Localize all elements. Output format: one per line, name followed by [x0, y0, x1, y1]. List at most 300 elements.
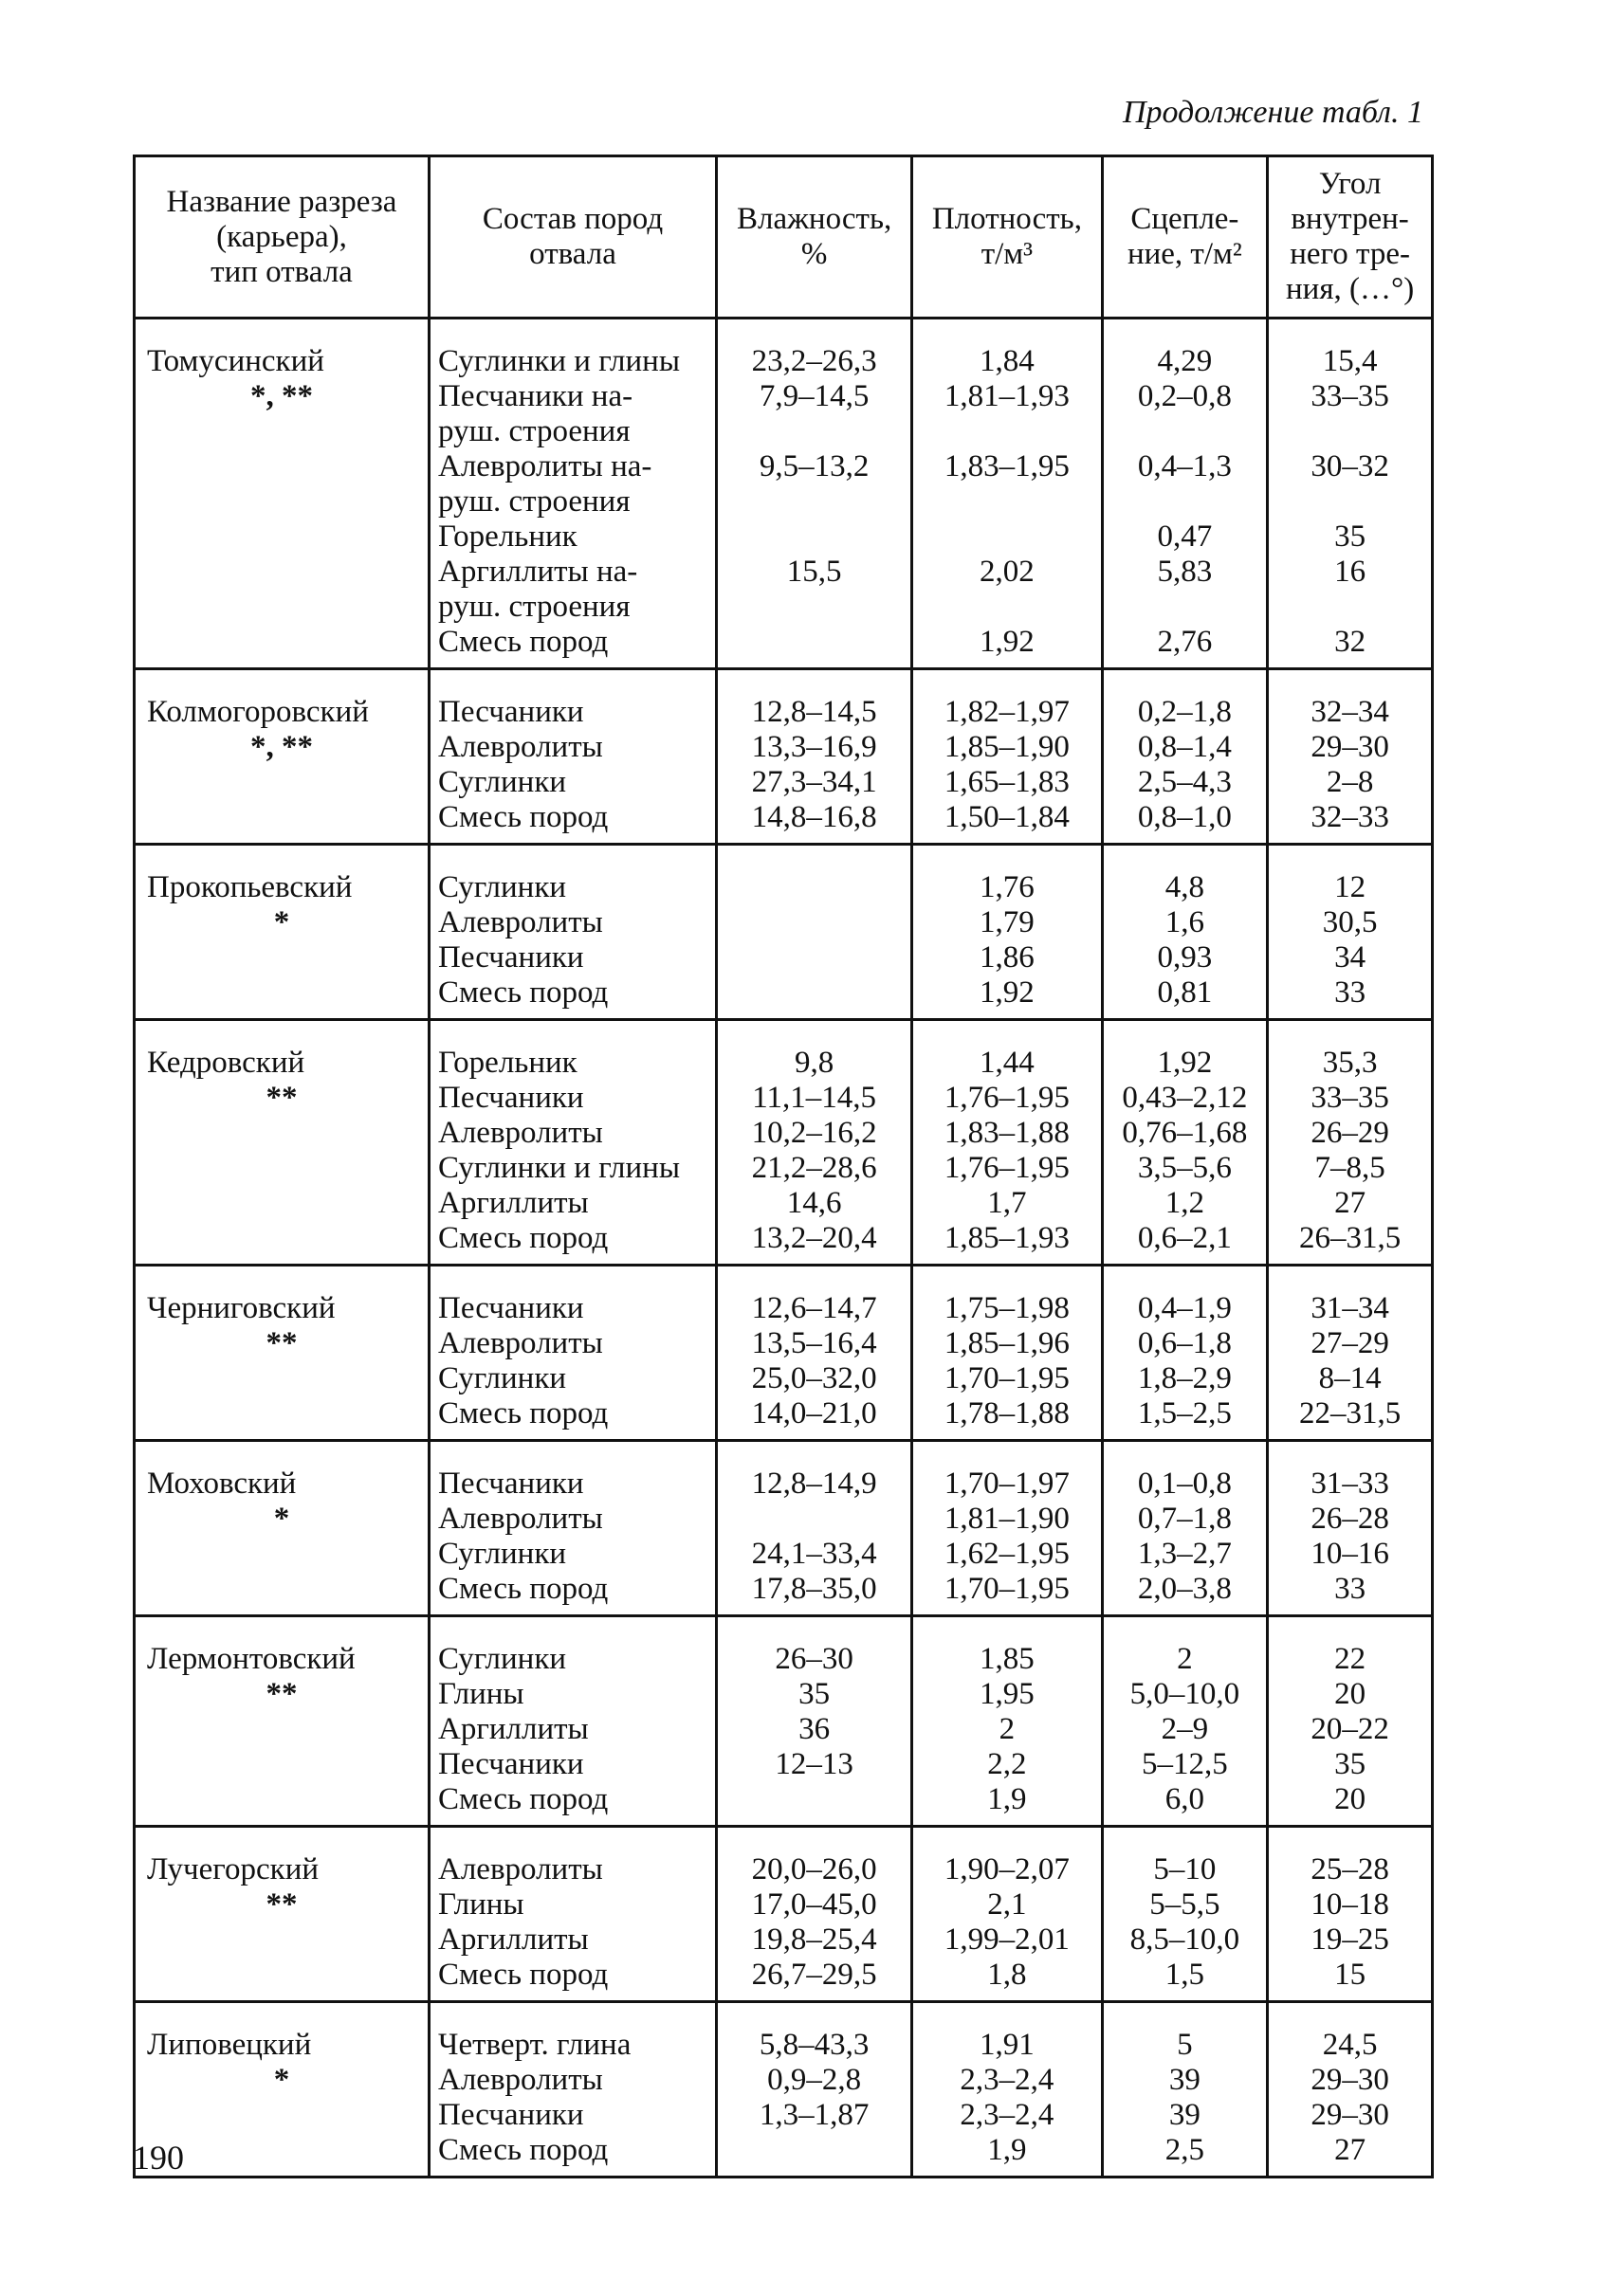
- cell-value: 1,85–1,93: [944, 1221, 1070, 1255]
- cell-value: 26,7–29,5: [751, 1958, 877, 1992]
- cell-value: 33–35: [1311, 1081, 1389, 1115]
- cell-value: Глины: [438, 1677, 524, 1711]
- cell-value: 0,93: [1157, 940, 1213, 975]
- density-cell: [912, 2002, 1102, 2178]
- cell-value: 2: [1177, 1642, 1193, 1676]
- cell-value: [1276, 414, 1423, 449]
- cell-value: 2,5: [1164, 2133, 1205, 2167]
- cell-value: 34: [1334, 940, 1366, 975]
- cell-value: Смесь пород: [438, 975, 609, 1010]
- cell-value: 2,3–2,4: [960, 2098, 1054, 2132]
- cell-value: Суглинки: [438, 870, 567, 904]
- cell-value: 0,4–1,3: [1137, 449, 1232, 483]
- quarry-name: Черниговский: [147, 1291, 336, 1325]
- header-line: (карьера),: [216, 219, 347, 254]
- cell-value: 0,43–2,12: [1122, 1081, 1248, 1115]
- cell-value: 25,0–32,0: [751, 1361, 877, 1395]
- cell-value: 8,5–10,0: [1129, 1922, 1240, 1957]
- cell-value: Смесь пород: [438, 1782, 609, 1816]
- cell-value: 5–5,5: [1149, 1887, 1220, 1922]
- dump-type-mark: *: [273, 905, 290, 939]
- cell-value: 1,81–1,93: [944, 379, 1070, 413]
- density-cell: [912, 1020, 1102, 1266]
- table-row: [135, 1266, 1433, 1441]
- cell-value: 4,29: [1157, 344, 1213, 378]
- cell-value: Аргиллиты на-: [438, 555, 638, 589]
- cell-value: 12,6–14,7: [751, 1291, 877, 1325]
- dump-type-mark: **: [266, 1326, 298, 1360]
- cell-value: 35: [1334, 1747, 1366, 1781]
- quarry-name: Лучегорский: [147, 1852, 320, 1886]
- density-cell: [912, 1827, 1102, 2002]
- cell-value: 23,2–26,3: [751, 344, 877, 378]
- composition-cell: [430, 1827, 717, 2002]
- cell-value: 29–30: [1311, 730, 1389, 764]
- cell-value: [1276, 484, 1423, 519]
- cell-value: 5,0–10,0: [1129, 1677, 1240, 1711]
- cell-value: 6,0: [1164, 1782, 1205, 1816]
- header-line: Сцепле-: [1130, 202, 1239, 236]
- cell-value: 27,3–34,1: [751, 765, 877, 799]
- moisture-cell: [717, 1441, 912, 1616]
- quarry-name: Томусинский: [147, 344, 324, 378]
- cell-value: Суглинки: [438, 1361, 567, 1395]
- cell-value: [725, 519, 903, 555]
- table-row: [135, 845, 1433, 1020]
- density-cell: [912, 1266, 1102, 1441]
- cell-value: 5–10: [1153, 1852, 1217, 1886]
- cell-value: 2–8: [1326, 765, 1374, 799]
- density-cell: [912, 845, 1102, 1020]
- cell-value: 16: [1334, 555, 1366, 589]
- cell-value: 32: [1334, 625, 1366, 659]
- cell-value: 1,44: [980, 1046, 1035, 1080]
- composition-cell: [430, 845, 717, 1020]
- header-moisture: [717, 156, 912, 319]
- cell-value: 1,6: [1164, 905, 1205, 939]
- cell-value: 33: [1334, 1572, 1366, 1606]
- cell-value: руш. строения: [438, 484, 631, 519]
- cell-value: 1,79: [980, 905, 1035, 939]
- cell-value: 0,47: [1157, 519, 1213, 554]
- cell-value: 1,2: [1164, 1186, 1205, 1220]
- cell-value: 0,2–1,8: [1137, 695, 1232, 729]
- cell-value: 24,1–33,4: [751, 1537, 877, 1571]
- cell-value: 2,3–2,4: [960, 2063, 1054, 2097]
- cell-value: 1,95: [980, 1677, 1035, 1711]
- moisture-cell: [717, 1616, 912, 1827]
- cell-value: 1,9: [987, 2133, 1027, 2167]
- cohesion-cell: [1102, 1616, 1268, 1827]
- cell-value: 1,81–1,90: [944, 1502, 1070, 1536]
- header-line: Плотность,: [931, 202, 1082, 236]
- cell-value: 0,9–2,8: [767, 2063, 862, 2097]
- cell-value: Суглинки: [438, 1642, 567, 1676]
- cell-value: 27: [1334, 2133, 1366, 2167]
- cell-value: Песчаники: [438, 1291, 584, 1325]
- cell-value: [921, 590, 1092, 625]
- cell-value: 13,2–20,4: [751, 1221, 877, 1255]
- cell-value: 30,5: [1322, 905, 1378, 939]
- cell-value: Суглинки и глины: [438, 1151, 681, 1185]
- cell-value: 32–34: [1311, 695, 1389, 729]
- header-line: ние, т/м²: [1127, 237, 1242, 271]
- cell-value: 1,83–1,88: [944, 1116, 1070, 1150]
- cell-value: Алевролиты на-: [438, 449, 652, 483]
- cell-value: Горельник: [438, 1046, 577, 1080]
- cell-value: Суглинки: [438, 765, 567, 799]
- dump-type-mark: **: [266, 1887, 298, 1922]
- cell-value: [725, 940, 903, 975]
- cell-value: 1,50–1,84: [944, 800, 1070, 834]
- quarry-name: Липовецкий: [147, 2028, 312, 2062]
- table-row: [135, 1020, 1433, 1266]
- quarry-cell: [135, 1020, 430, 1266]
- header-line: %: [800, 237, 828, 271]
- friction-angle-cell: [1268, 1020, 1433, 1266]
- composition-cell: [430, 1616, 717, 1827]
- quarry-cell: [135, 319, 430, 669]
- cell-value: Глины: [438, 1887, 524, 1922]
- cell-value: 11,1–14,5: [752, 1081, 877, 1115]
- quarry-cell: [135, 1441, 430, 1616]
- header-cohesion: [1102, 156, 1268, 319]
- cell-value: 1,92: [1157, 1046, 1213, 1080]
- cell-value: 1,70–1,95: [944, 1361, 1070, 1395]
- cell-value: 0,2–0,8: [1137, 379, 1232, 413]
- cell-value: 1,86: [980, 940, 1035, 975]
- cohesion-cell: [1102, 1827, 1268, 2002]
- cell-value: Смесь пород: [438, 1958, 609, 1992]
- cell-value: 15,4: [1322, 344, 1378, 378]
- cell-value: 1,99–2,01: [944, 1922, 1070, 1957]
- friction-angle-cell: [1268, 1441, 1433, 1616]
- cell-value: [921, 484, 1092, 519]
- cell-value: 14,0–21,0: [751, 1396, 877, 1430]
- density-cell: [912, 669, 1102, 845]
- cell-value: 22: [1334, 1642, 1366, 1676]
- cell-value: 10,2–16,2: [751, 1116, 877, 1150]
- header-line: т/м³: [981, 237, 1034, 271]
- cell-value: Песчаники: [438, 695, 584, 729]
- soil-properties-table: [133, 155, 1434, 2178]
- cell-value: [1276, 590, 1423, 625]
- cell-value: 3,5–5,6: [1137, 1151, 1232, 1185]
- cell-value: 0,4–1,9: [1137, 1291, 1232, 1325]
- cell-value: 39: [1168, 2063, 1201, 2097]
- cell-value: 1,85–1,96: [944, 1326, 1070, 1360]
- cell-value: 19–25: [1311, 1922, 1389, 1957]
- composition-cell: [430, 1266, 717, 1441]
- cohesion-cell: [1102, 1266, 1268, 1441]
- cell-value: 2,76: [1157, 625, 1213, 659]
- header-quarry: [135, 156, 430, 319]
- cell-value: руш. строения: [438, 590, 631, 624]
- cell-value: 30–32: [1311, 449, 1389, 483]
- table-continuation-caption: Продолжение табл. 1: [1122, 95, 1423, 130]
- cell-value: 17,0–45,0: [751, 1887, 877, 1922]
- cell-value: 5,8–43,3: [759, 2028, 870, 2062]
- cell-value: Песчаники: [438, 940, 584, 975]
- header-composition: [430, 156, 717, 319]
- cell-value: 1,9: [987, 1782, 1027, 1816]
- header-line: тип отвала: [211, 254, 353, 289]
- table-header-row: [135, 156, 1433, 319]
- moisture-cell: [717, 1827, 912, 2002]
- cell-value: [725, 625, 903, 660]
- dump-type-mark: *, **: [250, 379, 313, 413]
- cell-value: 1,85–1,90: [944, 730, 1070, 764]
- quarry-cell: [135, 845, 430, 1020]
- cell-value: 14,6: [786, 1186, 842, 1220]
- cell-value: 20,0–26,0: [751, 1852, 877, 1886]
- cell-value: 15,5: [786, 555, 842, 589]
- composition-cell: [430, 319, 717, 669]
- cell-value: 10–16: [1311, 1537, 1389, 1571]
- cell-value: Суглинки и глины: [438, 344, 681, 378]
- cell-value: 29–30: [1311, 2098, 1389, 2132]
- header-friction-angle: [1268, 156, 1433, 319]
- cell-value: Алевролиты: [438, 1852, 603, 1886]
- cell-value: [725, 870, 903, 905]
- cell-value: 31–33: [1311, 1467, 1389, 1501]
- cell-value: 1,76–1,95: [944, 1151, 1070, 1185]
- cell-value: 1,8: [987, 1958, 1027, 1992]
- friction-angle-cell: [1268, 1827, 1433, 2002]
- cell-value: 9,8: [795, 1046, 834, 1080]
- cell-value: Аргиллиты: [438, 1186, 589, 1220]
- cell-value: [725, 590, 903, 625]
- cell-value: 1,76–1,95: [944, 1081, 1070, 1115]
- cell-value: 31–34: [1311, 1291, 1389, 1325]
- quarry-name: Моховский: [147, 1467, 297, 1501]
- cell-value: 13,3–16,9: [751, 730, 877, 764]
- density-cell: [912, 1616, 1102, 1827]
- cell-value: Аргиллиты: [438, 1922, 589, 1957]
- cell-value: 1,65–1,83: [944, 765, 1070, 799]
- table-row: [135, 669, 1433, 845]
- moisture-cell: [717, 2002, 912, 2178]
- cell-value: 26–28: [1311, 1502, 1389, 1536]
- cell-value: Смесь пород: [438, 1396, 609, 1430]
- cell-value: 0,6–2,1: [1137, 1221, 1232, 1255]
- moisture-cell: [717, 1020, 912, 1266]
- cell-value: 1,84: [980, 344, 1035, 378]
- cell-value: Смесь пород: [438, 2133, 609, 2167]
- cell-value: 13,5–16,4: [751, 1326, 877, 1360]
- cell-value: 1,85: [980, 1642, 1035, 1676]
- cell-value: 0,7–1,8: [1137, 1502, 1232, 1536]
- cell-value: Алевролиты: [438, 1116, 603, 1150]
- table-row: [135, 1616, 1433, 1827]
- cell-value: 1,62–1,95: [944, 1537, 1070, 1571]
- cell-value: 1,70–1,95: [944, 1572, 1070, 1606]
- cell-value: 9,5–13,2: [759, 449, 870, 483]
- cell-value: 39: [1168, 2098, 1201, 2132]
- cell-value: 12–13: [775, 1747, 853, 1781]
- cell-value: 14,8–16,8: [751, 800, 877, 834]
- cell-value: Суглинки: [438, 1537, 567, 1571]
- cell-value: 1,90–2,07: [944, 1852, 1070, 1886]
- table-row: [135, 2002, 1433, 2178]
- cell-value: 5–12,5: [1142, 1747, 1228, 1781]
- header-line: Состав пород: [482, 202, 664, 236]
- cell-value: 2,5–4,3: [1137, 765, 1232, 799]
- cell-value: 4,8: [1164, 870, 1205, 904]
- density-cell: [912, 319, 1102, 669]
- cell-value: 20–22: [1311, 1712, 1389, 1746]
- cell-value: 33–35: [1311, 379, 1389, 413]
- quarry-cell: [135, 669, 430, 845]
- cell-value: Алевролиты: [438, 1326, 603, 1360]
- table-row: [135, 319, 1433, 669]
- cell-value: Песчаники: [438, 2098, 584, 2132]
- cell-value: 25–28: [1311, 1852, 1389, 1886]
- cell-value: 5,83: [1157, 555, 1213, 589]
- composition-cell: [430, 669, 717, 845]
- dump-type-mark: *: [273, 2063, 290, 2097]
- dump-type-mark: *: [273, 1502, 290, 1536]
- cell-value: 1,78–1,88: [944, 1396, 1070, 1430]
- dump-type-mark: *, **: [250, 730, 313, 764]
- cell-value: 1,92: [980, 625, 1035, 659]
- cell-value: 21,2–28,6: [751, 1151, 877, 1185]
- cell-value: Песчаники: [438, 1747, 584, 1781]
- friction-angle-cell: [1268, 1266, 1433, 1441]
- cell-value: Алевролиты: [438, 1502, 603, 1536]
- cell-value: Четверт. глина: [438, 2028, 632, 2062]
- composition-cell: [430, 2002, 717, 2178]
- cell-value: Смесь пород: [438, 800, 609, 834]
- cell-value: Песчаники на-: [438, 379, 633, 413]
- cell-value: 1,83–1,95: [944, 449, 1070, 483]
- friction-angle-cell: [1268, 319, 1433, 669]
- header-line: внутрен-: [1291, 202, 1409, 236]
- friction-angle-cell: [1268, 2002, 1433, 2178]
- cell-value: [921, 414, 1092, 449]
- cell-value: 27–29: [1311, 1326, 1389, 1360]
- cell-value: 29–30: [1311, 2063, 1389, 2097]
- cell-value: 12,8–14,5: [751, 695, 877, 729]
- cell-value: 2–9: [1161, 1712, 1209, 1746]
- cell-value: 19,8–25,4: [751, 1922, 877, 1957]
- cell-value: 20: [1334, 1782, 1366, 1816]
- quarry-name: Лермонтовский: [147, 1642, 356, 1676]
- header-line: него тре-: [1290, 237, 1410, 271]
- cell-value: [725, 414, 903, 449]
- cell-value: Аргиллиты: [438, 1712, 589, 1746]
- cell-value: [725, 484, 903, 519]
- friction-angle-cell: [1268, 845, 1433, 1020]
- cell-value: 1,92: [980, 975, 1035, 1010]
- cell-value: Алевролиты: [438, 2063, 603, 2097]
- cell-value: 20: [1334, 1677, 1366, 1711]
- dump-type-mark: **: [266, 1081, 298, 1115]
- friction-angle-cell: [1268, 669, 1433, 845]
- cell-value: 17,8–35,0: [751, 1572, 877, 1606]
- cell-value: [1111, 484, 1259, 519]
- table-row: [135, 1827, 1433, 2002]
- cell-value: 15: [1334, 1958, 1366, 1992]
- cell-value: 26–29: [1311, 1116, 1389, 1150]
- cell-value: 36: [798, 1712, 831, 1746]
- header-line: Влажность,: [736, 202, 892, 236]
- moisture-cell: [717, 669, 912, 845]
- cell-value: [1111, 590, 1259, 625]
- cell-value: Алевролиты: [438, 730, 603, 764]
- cell-value: 7,9–14,5: [759, 379, 870, 413]
- cell-value: 7–8,5: [1314, 1151, 1385, 1185]
- cell-value: 35: [798, 1677, 831, 1711]
- cell-value: 0,76–1,68: [1122, 1116, 1248, 1150]
- cell-value: 5: [1177, 2028, 1193, 2062]
- cell-value: 33: [1334, 975, 1366, 1010]
- cell-value: 27: [1334, 1186, 1366, 1220]
- table-row: [135, 1441, 1433, 1616]
- cell-value: Смесь пород: [438, 625, 609, 659]
- cell-value: 1,91: [980, 2028, 1035, 2062]
- cohesion-cell: [1102, 845, 1268, 1020]
- friction-angle-cell: [1268, 1616, 1433, 1827]
- table-body: [135, 319, 1433, 2178]
- cell-value: [725, 905, 903, 940]
- cell-value: [921, 519, 1092, 555]
- cell-value: 10–18: [1311, 1887, 1389, 1922]
- cell-value: 0,6–1,8: [1137, 1326, 1232, 1360]
- cell-value: 1,82–1,97: [944, 695, 1070, 729]
- cell-value: 2,0–3,8: [1137, 1572, 1232, 1606]
- cohesion-cell: [1102, 1020, 1268, 1266]
- cohesion-cell: [1102, 1441, 1268, 1616]
- cell-value: 1,7: [987, 1186, 1027, 1220]
- quarry-cell: [135, 1827, 430, 2002]
- cell-value: 2,1: [987, 1887, 1027, 1922]
- cell-value: Песчаники: [438, 1467, 584, 1501]
- cell-value: 2,02: [980, 555, 1035, 589]
- cell-value: 1,3–2,7: [1137, 1537, 1232, 1571]
- dump-type-mark: **: [266, 1677, 298, 1711]
- composition-cell: [430, 1441, 717, 1616]
- cell-value: [1111, 414, 1259, 449]
- cell-value: 2,2: [987, 1747, 1027, 1781]
- quarry-name: Кедровский: [147, 1046, 305, 1080]
- cell-value: 1,5: [1164, 1958, 1205, 1992]
- cell-value: 35: [1334, 519, 1366, 554]
- header-line: Угол: [1318, 167, 1382, 201]
- cell-value: 0,8–1,0: [1137, 800, 1232, 834]
- cell-value: 1,8–2,9: [1137, 1361, 1232, 1395]
- cell-value: [725, 2133, 903, 2168]
- page-number: 190: [133, 2139, 184, 2177]
- cell-value: [725, 1782, 903, 1817]
- header-line: ния, (…°): [1286, 272, 1415, 306]
- cell-value: 1,76: [980, 870, 1035, 904]
- moisture-cell: [717, 845, 912, 1020]
- moisture-cell: [717, 319, 912, 669]
- cohesion-cell: [1102, 669, 1268, 845]
- cell-value: 1,70–1,97: [944, 1467, 1070, 1501]
- quarry-name: Колмогоровский: [147, 695, 369, 729]
- cell-value: 0,1–0,8: [1137, 1467, 1232, 1501]
- density-cell: [912, 1441, 1102, 1616]
- cell-value: Смесь пород: [438, 1572, 609, 1606]
- cell-value: 2: [999, 1712, 1016, 1746]
- cell-value: Смесь пород: [438, 1221, 609, 1255]
- cell-value: 32–33: [1311, 800, 1389, 834]
- cell-value: Песчаники: [438, 1081, 584, 1115]
- header-density: [912, 156, 1102, 319]
- cell-value: 0,8–1,4: [1137, 730, 1232, 764]
